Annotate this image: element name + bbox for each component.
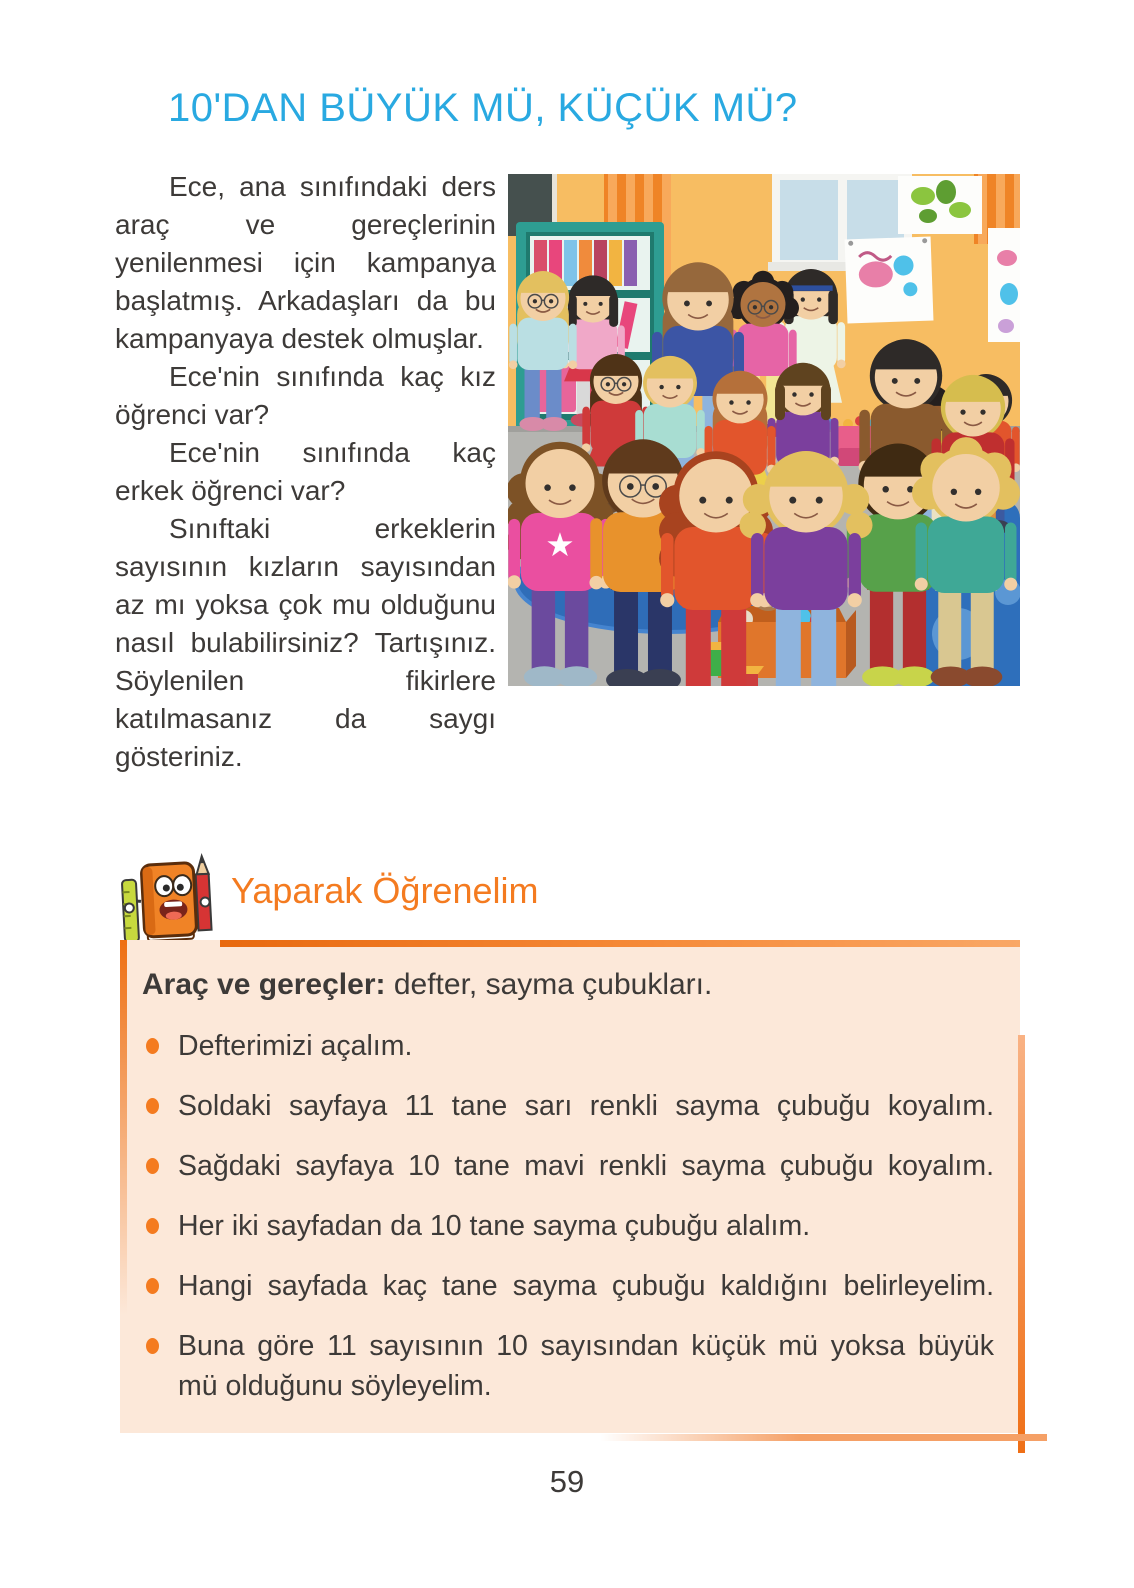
box-border-bottom [600, 1434, 1047, 1441]
box-border-right [1018, 1035, 1025, 1453]
activity-step [142, 1266, 994, 1306]
bullet-icon [146, 1038, 159, 1054]
activity-steps [142, 1026, 994, 1406]
section-heading: Yaparak Öğrenelim [231, 870, 539, 911]
activity-step [142, 1206, 994, 1246]
activity-step [142, 1086, 994, 1126]
activity-step-text: Sağdaki sayfaya 10 tane mavi renkli sayma çubuğu koyalım. [178, 1150, 994, 1182]
intro-paragraph: Ece'nin sınıfında kaç kız öğrenci var? [115, 361, 496, 430]
materials-label: Araç ve gereçler: [142, 968, 386, 1001]
materials-text: defter, sayma çubukları. [393, 968, 713, 1001]
svg-text:★: ★ [545, 525, 575, 564]
classroom-scene [508, 174, 1020, 686]
intro-section [115, 168, 1020, 776]
page-number: 59 [549, 1464, 585, 1499]
intro-paragraph: Sınıftaki erkeklerin sayısının kızların sayısından az mı yoksa çok mu olduğunu nasıl bulabilirsiniz? Tartışınız. Söylenilen fikirlere katılmasanız da saygı gösteriniz. [115, 513, 496, 772]
bullet-icon [146, 1098, 159, 1114]
materials-line [142, 964, 994, 1006]
book-mascot-icon [115, 846, 219, 954]
activity-step-text: Soldaki sayfaya 11 tane sarı renkli sayma çubuğu koyalım. [178, 1090, 994, 1122]
box-border-left [120, 940, 127, 1315]
activity-step-text: Hangi sayfada kaç tane sayma çubuğu kaldığını belirleyelim. [178, 1270, 994, 1302]
bullet-icon [146, 1158, 159, 1174]
intro-paragraph: Ece, ana sınıfındaki ders araç ve gereçlerinin yenilenmesi için kampanya başlatmış. Arkadaşları da bu kampanyaya destek olmuşlar. [115, 171, 496, 354]
activity-step-text: Her iki sayfadan da 10 tane sayma çubuğu alalım. [178, 1210, 811, 1242]
page-title: 10'DAN BÜYÜK MÜ, KÜÇÜK MÜ? [168, 86, 798, 130]
box-border-top [220, 940, 1020, 947]
intro-paragraph: Ece'nin sınıfında kaç erkek öğrenci var? [115, 437, 496, 506]
classroom-illustration [508, 174, 1020, 686]
activity-step-text: Buna göre 11 sayısının 10 sayısından küçük mü yoksa büyük mü olduğunu söyleyelim. [178, 1330, 994, 1402]
activity-section [115, 846, 1020, 1466]
activity-step [142, 1146, 994, 1186]
bullet-icon [146, 1218, 159, 1234]
activity-box [120, 940, 1020, 1433]
activity-step [142, 1026, 994, 1066]
bullet-icon [146, 1338, 159, 1354]
activity-step [142, 1326, 994, 1406]
bullet-icon [146, 1278, 159, 1294]
activity-step-text: Defterimizi açalım. [178, 1030, 413, 1062]
